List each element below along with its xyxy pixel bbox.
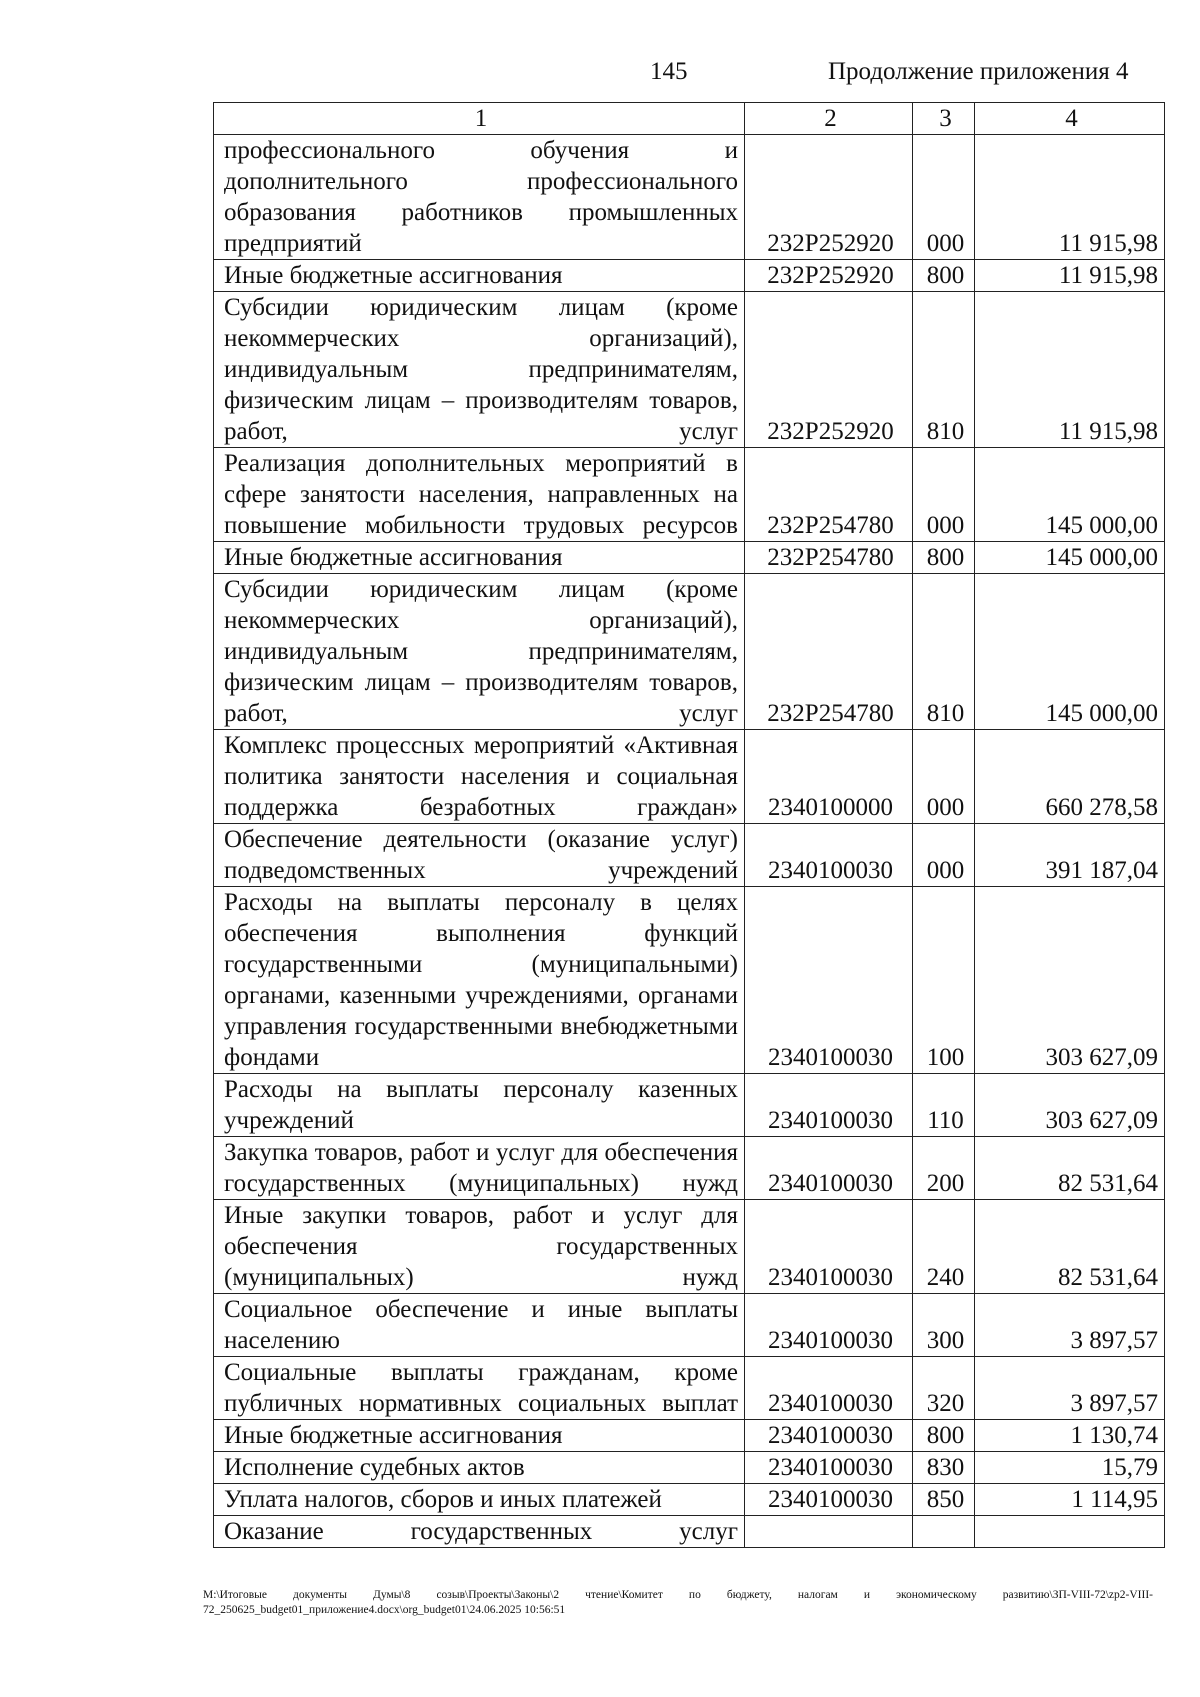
row-target-code: 232Р252920 (745, 135, 913, 260)
table-row (214, 1516, 1165, 1548)
row-target-code: 2340100030 (745, 1357, 913, 1420)
row-amount: 145 000,00 (975, 448, 1165, 542)
row-amount: 11 915,98 (975, 260, 1165, 292)
row-expense-type (913, 1516, 975, 1548)
row-description: Социальное обеспечение и иные выплаты населению (214, 1294, 745, 1357)
table-row (214, 1484, 1165, 1516)
row-expense-type: 200 (913, 1137, 975, 1200)
table-row (214, 135, 1165, 260)
row-expense-type: 830 (913, 1452, 975, 1484)
table-row (214, 887, 1165, 1074)
row-description: Уплата налогов, сборов и иных платежей (214, 1484, 745, 1516)
row-target-code: 2340100030 (745, 1294, 913, 1357)
row-expense-type: 800 (913, 260, 975, 292)
row-expense-type: 810 (913, 292, 975, 448)
row-amount: 82 531,64 (975, 1200, 1165, 1294)
row-expense-type: 850 (913, 1484, 975, 1516)
row-description: Иные закупки товаров, работ и услуг для обеспечения государственных (муниципальных) нужд (214, 1200, 745, 1294)
table-row (214, 260, 1165, 292)
row-amount: 145 000,00 (975, 574, 1165, 730)
row-expense-type: 800 (913, 542, 975, 574)
table-row (214, 1420, 1165, 1452)
table-row (214, 824, 1165, 887)
row-target-code: 2340100000 (745, 730, 913, 824)
table-header-row (214, 103, 1165, 135)
row-expense-type: 000 (913, 448, 975, 542)
row-amount: 145 000,00 (975, 542, 1165, 574)
table-row (214, 1074, 1165, 1137)
row-description: Расходы на выплаты персоналу казенных учреждений (214, 1074, 745, 1137)
row-amount: 391 187,04 (975, 824, 1165, 887)
row-description: Исполнение судебных актов (214, 1452, 745, 1484)
table-row (214, 1294, 1165, 1357)
column-header-4: 4 (975, 103, 1165, 135)
row-expense-type: 800 (913, 1420, 975, 1452)
row-target-code: 232Р254780 (745, 574, 913, 730)
table-row (214, 448, 1165, 542)
row-amount: 1 114,95 (975, 1484, 1165, 1516)
table-row (214, 1200, 1165, 1294)
row-amount: 660 278,58 (975, 730, 1165, 824)
row-expense-type: 100 (913, 887, 975, 1074)
row-expense-type: 240 (913, 1200, 975, 1294)
table-row (214, 292, 1165, 448)
row-target-code: 232Р252920 (745, 260, 913, 292)
row-description: Субсидии юридическим лицам (кроме некоммерческих организаций), индивидуальным предпринимателям, физическим лицам – производителям товаров, работ, услуг (214, 292, 745, 448)
table-row (214, 542, 1165, 574)
row-description: Комплекс процессных мероприятий «Активная политика занятости населения и социальная поддержка безработных граждан» (214, 730, 745, 824)
column-header-1: 1 (214, 103, 745, 135)
row-amount: 303 627,09 (975, 887, 1165, 1074)
row-target-code (745, 1516, 913, 1548)
row-description: Расходы на выплаты персоналу в целях обеспечения выполнения функций государственными (муниципальными) органами, казенными учреждениями, органами управления государственными внебюджетными фондами (214, 887, 745, 1074)
row-target-code: 2340100030 (745, 1137, 913, 1200)
row-amount (975, 1516, 1165, 1548)
row-amount: 303 627,09 (975, 1074, 1165, 1137)
row-amount: 11 915,98 (975, 292, 1165, 448)
row-expense-type: 000 (913, 135, 975, 260)
row-description: Иные бюджетные ассигнования (214, 542, 745, 574)
row-expense-type: 110 (913, 1074, 975, 1137)
row-amount: 3 897,57 (975, 1357, 1165, 1420)
row-target-code: 2340100030 (745, 887, 913, 1074)
table-row (214, 574, 1165, 730)
row-description: Реализация дополнительных мероприятий в сфере занятости населения, направленных на повышение мобильности трудовых ресурсов (214, 448, 745, 542)
column-header-3: 3 (913, 103, 975, 135)
table-row (214, 1452, 1165, 1484)
row-expense-type: 300 (913, 1294, 975, 1357)
row-amount: 15,79 (975, 1452, 1165, 1484)
table-row (214, 1137, 1165, 1200)
row-amount: 11 915,98 (975, 135, 1165, 260)
table-row (214, 1357, 1165, 1420)
table-body (214, 135, 1165, 1548)
row-target-code: 232Р254780 (745, 448, 913, 542)
row-amount: 3 897,57 (975, 1294, 1165, 1357)
row-description: Обеспечение деятельности (оказание услуг) подведомственных учреждений (214, 824, 745, 887)
row-target-code: 2340100030 (745, 824, 913, 887)
row-expense-type: 810 (913, 574, 975, 730)
row-target-code: 232Р252920 (745, 292, 913, 448)
row-description: Закупка товаров, работ и услуг для обеспечения государственных (муниципальных) нужд (214, 1137, 745, 1200)
row-description: Социальные выплаты гражданам, кроме публичных нормативных социальных выплат (214, 1357, 745, 1420)
file-path-footer: M:\Итоговые документы Думы\8 созыв\Проекты\Законы\2 чтение\Комитет по бюджету, налогам и экономическому развитию\ЗП-VIII-72\zp2-VIII-72_250625_budget01_приложение4.docx\org_budget01\24.06.2025 10:56:51 (203, 1589, 1153, 1616)
row-expense-type: 000 (913, 824, 975, 887)
row-description: профессионального обучения и дополнительного профессионального образования работников промышленных предприятий (214, 135, 745, 260)
page-number: 145 (650, 58, 688, 85)
column-header-2: 2 (745, 103, 913, 135)
row-description: Иные бюджетные ассигнования (214, 260, 745, 292)
budget-table (213, 102, 1165, 1548)
row-description: Иные бюджетные ассигнования (214, 1420, 745, 1452)
row-expense-type: 000 (913, 730, 975, 824)
row-target-code: 2340100030 (745, 1452, 913, 1484)
row-expense-type: 320 (913, 1357, 975, 1420)
row-description: Субсидии юридическим лицам (кроме некоммерческих организаций), индивидуальным предпринимателям, физическим лицам – производителям товаров, работ, услуг (214, 574, 745, 730)
table-row (214, 730, 1165, 824)
row-target-code: 2340100030 (745, 1074, 913, 1137)
row-target-code: 2340100030 (745, 1200, 913, 1294)
row-target-code: 2340100030 (745, 1420, 913, 1452)
continuation-label: Продолжение приложения 4 (828, 58, 1129, 85)
row-amount: 82 531,64 (975, 1137, 1165, 1200)
row-target-code: 232Р254780 (745, 542, 913, 574)
row-description: Оказание государственных услуг (214, 1516, 745, 1548)
row-target-code: 2340100030 (745, 1484, 913, 1516)
row-amount: 1 130,74 (975, 1420, 1165, 1452)
